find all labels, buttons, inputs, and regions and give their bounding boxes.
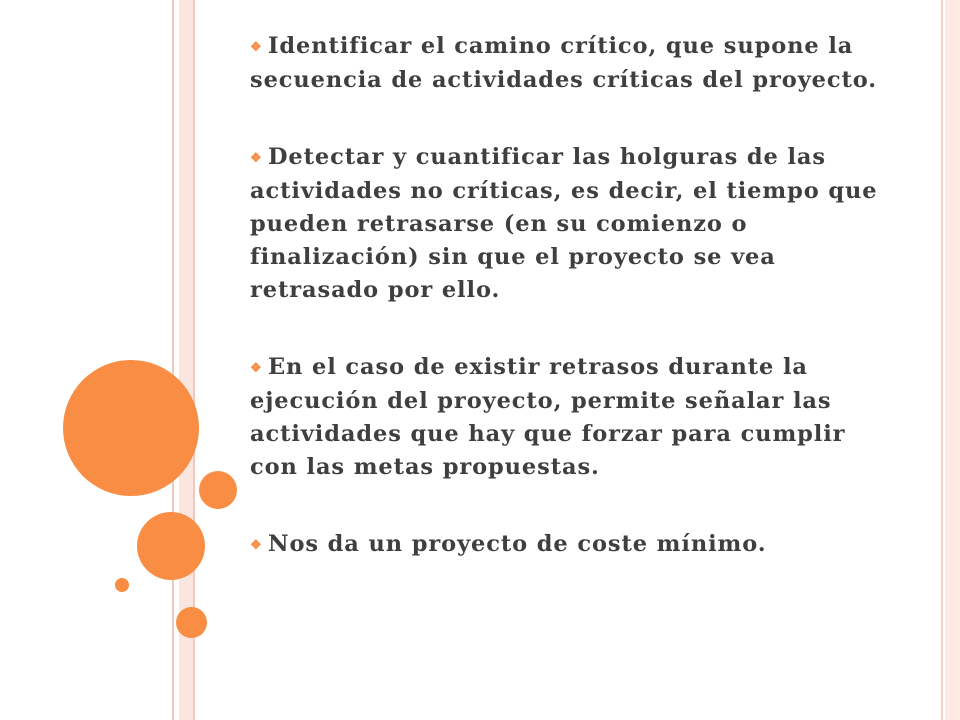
- bullet-text: Identificar el camino crítico, que supone la secuencia de actividades críticas del proyecto.: [250, 33, 878, 93]
- decorative-circle-medium: [137, 512, 205, 580]
- bullet-list: [250, 30, 900, 606]
- decorative-circle-tiny: [115, 578, 129, 592]
- decorative-stripe: [172, 0, 174, 720]
- diamond-bullet-icon: ❖: [250, 361, 263, 376]
- bullet-item: [250, 528, 900, 562]
- bullet-item: [250, 351, 900, 484]
- diamond-bullet-icon: ❖: [250, 151, 263, 166]
- bullet-text: En el caso de existir retrasos durante la ejecución del proyecto, permite señalar las actividades que hay que forzar para cumplir con las metas propuestas.: [250, 354, 846, 480]
- diamond-bullet-icon: ❖: [250, 538, 263, 553]
- bullet-item: [250, 30, 900, 97]
- decorative-circle-large: [63, 360, 199, 496]
- bullet-text: Nos da un proyecto de coste mínimo.: [268, 531, 767, 557]
- decorative-circle-small: [199, 471, 237, 509]
- diamond-bullet-icon: ❖: [250, 40, 263, 55]
- decorative-circle-mini: [176, 607, 207, 638]
- decorative-stripe-right: [941, 0, 943, 720]
- decorative-stripe-band-right: [945, 0, 960, 720]
- bullet-item: [250, 141, 900, 307]
- bullet-text: Detectar y cuantificar las holguras de las actividades no críticas, es decir, el tiempo que pueden retrasarse (en su comienzo o finalización) sin que el proyecto se vea retrasado por ello.: [250, 144, 878, 303]
